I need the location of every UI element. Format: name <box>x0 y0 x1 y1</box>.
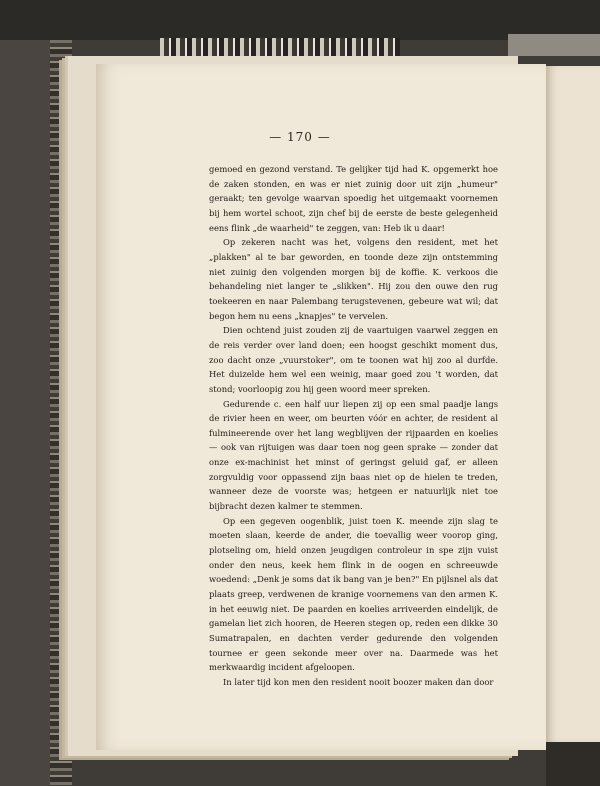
page-number: — 170 — <box>269 130 331 144</box>
paragraph: Op een gegeven oogenblik, juist toen K. meende zijn slag te moeten slaan, keerde de ander, die toevallig weer voorop ging, plotseling om, hield onzen jeugdigen controleur in spe zijn vuist onder den neus, keek hem flink in de oogen en schreeuwde woedend: „Denk je soms dat ik bang van je ben?" En pijlsnel als dat plaats greep, verdwenen de kranige voornemens van den armen K. in het eeuwig niet. De paarden en koelies arriveerden eindelijk, de gamelan liet zich hooren, de Heeren stegen op, reden een dikke 30 Sumatrapalen, en dachten verder gedurende den volgenden tournee er geen sekonde meer over na. Daarmede was het merkwaardig incident afgeloopen. <box>209 515 498 673</box>
paragraph: Op zekeren nacht was het, volgens den resident, met het „plakken" al te bar geworden, en toonde deze zijn ontstemming niet zuinig den volgenden morgen bij de koffie. K. verkoos die behandeling niet langer te „slikken". Hij zou den ouwe den rug toekeeren en naar Palembang terugstevenen, gebeure wat wil; dat begon hem nu eens „knapjes" te vervelen. <box>209 237 498 321</box>
body-text <box>209 162 498 690</box>
paragraph: gemoed en gezond verstand. Te gelijker tijd had K. opgemerkt hoe de zaken stonden, en was er niet zuinig door uit zijn „humeur" geraakt; ten gevolge waarvan spoedig het uitgemaakt voornemen bij hem wortel schoot, zijn chef bij de eerste de beste gelegenheid eens flink „de waarheid" te zeggen, van: Heb ik u daar! <box>209 164 498 233</box>
paragraph: In later tijd kon men den resident nooit boozer maken dan door <box>223 676 494 687</box>
paragraph: Dien ochtend juist zouden zij de vaartuigen vaarwel zeggen en de reis verder over land doen; een hoogst geschikt moment dus, zoo dacht onze „vuurstoker", om te toonen wat hij zoo al durfde. Het duizelde hem wel een weinig, maar goed zou 't worden, dat stond; voorloopig zou hij geen woord meer spreken. <box>209 325 498 394</box>
binding-edge-right <box>508 34 600 56</box>
binding-pattern-top <box>160 38 400 56</box>
paragraph: Gedurende c. een half uur liepen zij op een smal paadje langs de rivier heen en weer, om beurten vóór en achter, de resident al fulmineerende over het lang wegblijven der rijpaarden en koelies — ook van rijtuigen was daar toen nog geen sprake — zonder dat onze ex-machinist het minst of geringst geluid gaf, er alleen zorgvuldig voor oppassend zijn baas niet op de hielen te treden, wanneer deze de voorste was; hetgeen er natuurlijk niet toe bijbracht dezen kalmer te stemmen. <box>209 398 498 512</box>
facing-page-edge <box>546 66 600 742</box>
background-bottom-right <box>546 742 600 786</box>
